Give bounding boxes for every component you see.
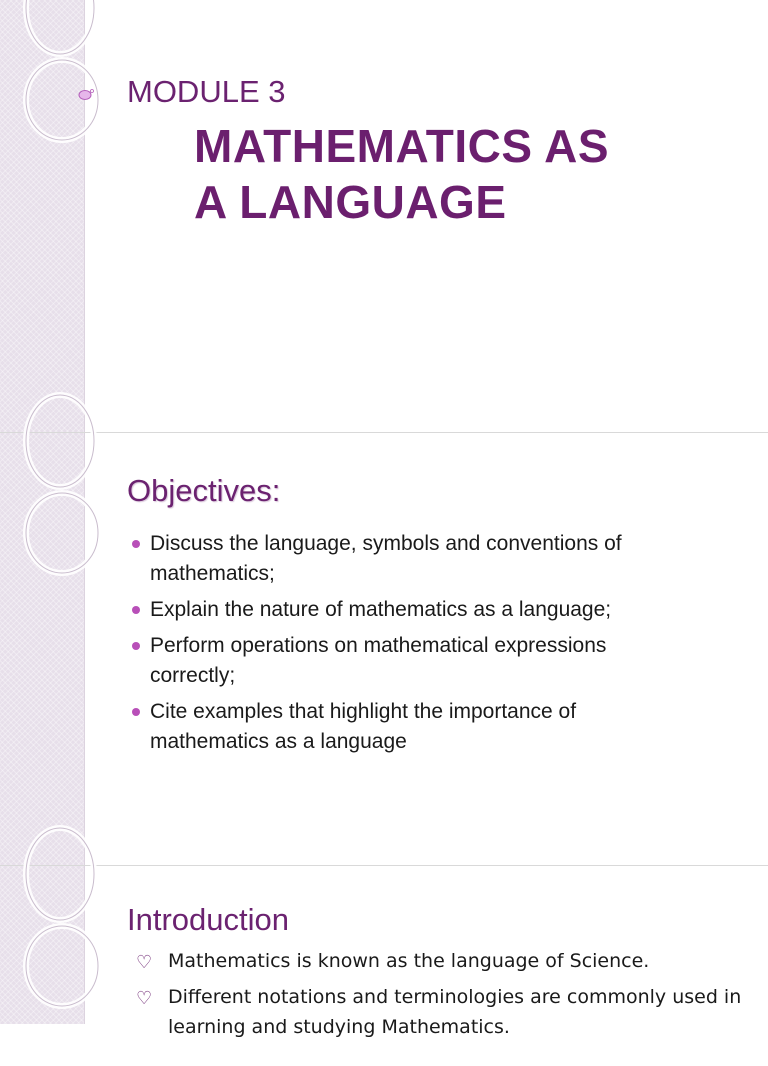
- slide-objectives: [0, 433, 768, 865]
- heart-outline-icon: ♡: [136, 988, 153, 1009]
- list-item: Explain the nature of mathematics as a language;: [130, 595, 690, 625]
- list-item: Discuss the language, symbols and conventions of mathematics;: [130, 529, 690, 589]
- module-label: MODULE 3: [127, 74, 286, 109]
- list-item: Perform operations on mathematical expressions correctly;: [130, 631, 690, 691]
- page-title: [194, 118, 714, 230]
- list-item-text: Mathematics is known as the language of Science.: [168, 950, 650, 972]
- list-item: [136, 946, 756, 976]
- list-item: Cite examples that highlight the importance of mathematics as a language: [130, 697, 690, 757]
- list-item-text: Different notations and terminologies are commonly used in learning and studying Mathematics.: [168, 986, 742, 1038]
- decorative-rings: [0, 433, 110, 633]
- title-line-2: A LANGUAGE: [194, 176, 507, 228]
- pearl-bullet-icon: [78, 88, 94, 100]
- heart-outline-icon: ♡: [136, 952, 153, 973]
- introduction-heading: Introduction: [127, 902, 289, 937]
- list-item: [136, 982, 756, 1042]
- title-line-1: MATHEMATICS AS: [194, 120, 610, 172]
- slide-title: [0, 0, 768, 432]
- objectives-list: [130, 529, 690, 763]
- introduction-list: [136, 946, 756, 1048]
- slide-introduction: [0, 866, 768, 1038]
- decorative-rings: [0, 0, 110, 200]
- objectives-heading: Objectives:: [127, 473, 281, 508]
- decorative-rings: [0, 866, 110, 1066]
